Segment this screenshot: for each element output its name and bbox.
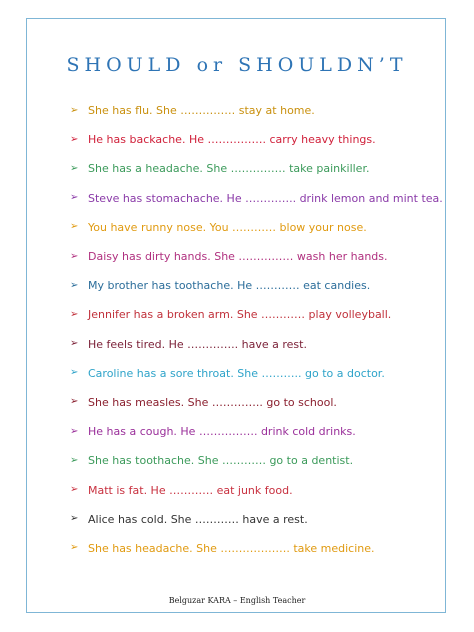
exercise-item: [70, 300, 443, 329]
exercise-item: [70, 271, 443, 300]
arrow-bullet-icon: ➢: [70, 484, 79, 496]
exercise-sentence: He has a cough. He ……………. drink cold drinks.: [88, 425, 356, 439]
arrow-bullet-icon: ➢: [70, 133, 79, 145]
arrow-bullet-icon: ➢: [70, 425, 79, 437]
exercise-item: [70, 154, 443, 183]
exercise-item: [70, 388, 443, 417]
arrow-bullet-icon: ➢: [70, 104, 79, 116]
exercise-item: [70, 330, 443, 359]
exercise-sentence: She has flu. She …………… stay at home.: [88, 104, 315, 118]
exercise-item: [70, 534, 443, 563]
exercise-sentence: She has measles. She ………….. go to school.: [88, 395, 337, 409]
arrow-bullet-icon: ➢: [70, 454, 79, 466]
arrow-bullet-icon: ➢: [70, 279, 79, 291]
exercise-sentence: She has a headache. She …………… take painkiller.: [88, 162, 370, 176]
arrow-bullet-icon: ➢: [70, 396, 79, 408]
exercise-item: [70, 475, 443, 504]
worksheet-title: SHOULD or SHOULDN’T: [66, 54, 408, 76]
exercise-item: [70, 213, 443, 242]
exercise-sentence: She has toothache. She ………… go to a dentist.: [88, 454, 354, 468]
author-footer: Belguzar KARA – English Teacher: [168, 596, 306, 605]
arrow-bullet-icon: ➢: [70, 513, 79, 525]
exercise-sentence: He feels tired. He ………….. have a rest.: [88, 337, 307, 351]
arrow-bullet-icon: ➢: [70, 542, 79, 554]
arrow-bullet-icon: ➢: [70, 367, 79, 379]
exercise-sentence: Alice has cold. She ………… have a rest.: [88, 512, 308, 526]
exercise-sentence: Daisy has dirty hands. She …………… wash her hands.: [88, 250, 388, 264]
exercise-item: [70, 125, 443, 154]
exercise-item: [70, 446, 443, 475]
exercise-item: [70, 417, 443, 446]
exercise-sentence: He has backache. He ……………. carry heavy things.: [88, 133, 376, 147]
arrow-bullet-icon: ➢: [70, 192, 79, 204]
exercise-item: [70, 96, 443, 125]
exercise-item: [70, 184, 443, 213]
exercise-sentence: You have runny nose. You ………… blow your nose.: [88, 220, 367, 234]
exercise-sentence: Steve has stomachache. He ………….. drink lemon and mint tea.: [88, 191, 443, 205]
arrow-bullet-icon: ➢: [70, 250, 79, 262]
exercise-item: [70, 359, 443, 388]
exercise-sentence: Matt is fat. He ………… eat junk food.: [88, 483, 293, 497]
arrow-bullet-icon: ➢: [70, 308, 79, 320]
exercise-list: [70, 96, 443, 563]
exercise-item: [70, 505, 443, 534]
arrow-bullet-icon: ➢: [70, 221, 79, 233]
arrow-bullet-icon: ➢: [70, 338, 79, 350]
exercise-sentence: She has headache. She ………………. take medicine.: [88, 541, 375, 555]
exercise-item: [70, 242, 443, 271]
arrow-bullet-icon: ➢: [70, 162, 79, 174]
exercise-sentence: My brother has toothache. He ………… eat candies.: [88, 279, 371, 293]
exercise-sentence: Caroline has a sore throat. She ……….. go to a doctor.: [88, 366, 385, 380]
exercise-sentence: Jennifer has a broken arm. She ………… play volleyball.: [88, 308, 392, 322]
